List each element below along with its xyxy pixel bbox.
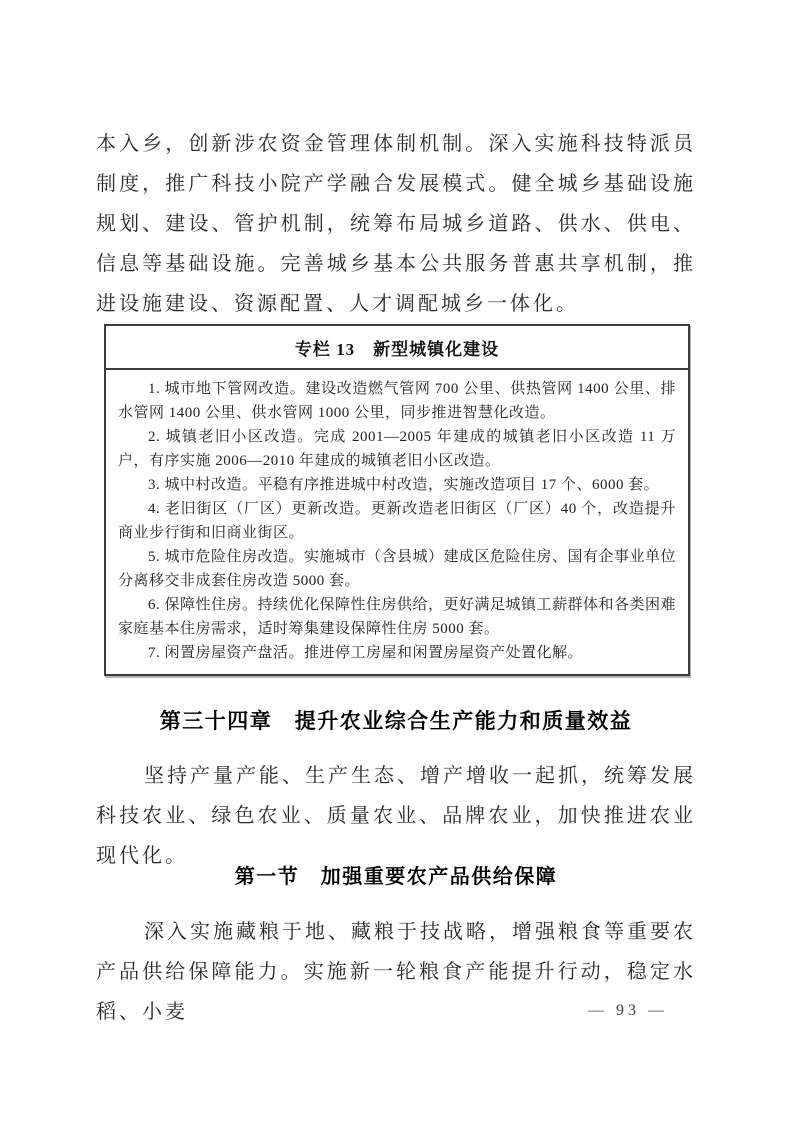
callout-box-items xyxy=(106,370,688,674)
page-number: — 93 — xyxy=(588,1002,668,1019)
section-heading: 第一节 加强重要农产品供给保障 xyxy=(234,866,558,888)
callout-box-item: 3. 城中村改造。平稳有序推进城中村改造，实施改造项目 17 个、6000 套。 xyxy=(148,477,660,493)
callout-box-item: 5. 城市危险住房改造。实施城市（含县城）建成区危险住房、国有企事业单位分离移交非成套住房改造 5000 套。 xyxy=(118,549,677,589)
callout-box-title: 专栏 13 新型城镇化建设 xyxy=(106,326,688,370)
chapter-heading: 第三十四章 提升农业综合生产能力和质量效益 xyxy=(159,709,633,733)
paragraph-continuation: 本入乡，创新涉农资金管理体制机制。深入实施科技特派员制度，推广科技小院产学融合发展模式。健全城乡基础设施规划、建设、管护机制，统筹布局城乡道路、供水、供电、信息等基础设施。完善城乡基本公共服务普惠共享机制，推进设施建设、资源配置、人才调配城乡一体化。 xyxy=(96,133,696,315)
callout-box-item: 1. 城市地下管网改造。建设改造燃气管网 700 公里、供热管网 1400 公里、排水管网 1400 公里、供水管网 1000 公里，同步推进智慧化改造。 xyxy=(118,381,676,421)
paragraph-section-body: 深入实施藏粮于地、藏粮于技战略，增强粮食等重要农产品供给保障能力。实施新一轮粮食产能提升行动，稳定水稻、小麦 xyxy=(96,921,696,1023)
callout-box-item: 6. 保障性住房。持续优化保障性住房供给，更好满足城镇工薪群体和各类困难家庭基本住房需求，适时筹集建设保障性住房 5000 套。 xyxy=(118,597,677,637)
callout-box-item: 7. 闲置房屋资产盘活。推进停工房屋和闲置房屋资产处置化解。 xyxy=(148,645,584,661)
paragraph-chapter-intro: 坚持产量产能、生产生态、增产增收一起抓，统筹发展科技农业、绿色农业、质量农业、品牌农业，加快推进农业现代化。 xyxy=(96,765,696,867)
callout-box-item: 2. 城镇老旧小区改造。完成 2001—2005 年建成的城镇老旧小区改造 11 万户，有序实施 2006—2010 年建成的城镇老旧小区改造。 xyxy=(118,429,676,469)
callout-box-item: 4. 老旧街区（厂区）更新改造。更新改造老旧街区（厂区）40 个，改造提升商业步行街和旧商业街区。 xyxy=(118,501,676,541)
callout-box-column13 xyxy=(104,324,690,676)
